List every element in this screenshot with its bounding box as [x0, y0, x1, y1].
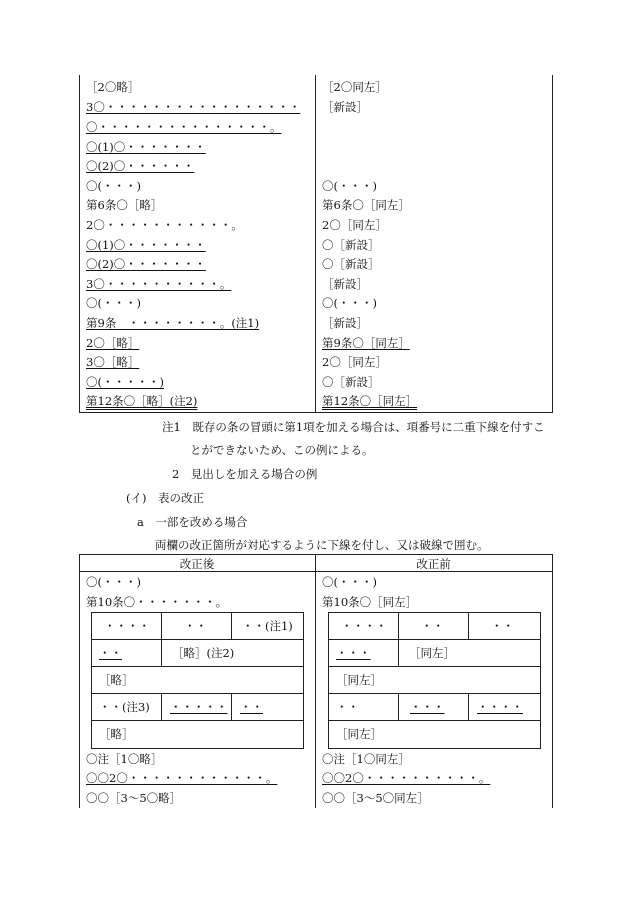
bottom-table-divider	[315, 554, 316, 808]
heading-example-2: 2 見出しを加える場合の例	[172, 467, 318, 481]
left-line-7: 第6条〇［略］	[86, 198, 163, 212]
left-line-15: 3〇［略］	[86, 355, 140, 369]
left-inner-r2-c2: ［略］(注2)	[172, 646, 235, 660]
left-inner-r2-c1: ・・	[99, 646, 122, 660]
instruction-paragraph: 両欄の改正箇所が対応するように下線を付し、又は破線で囲む。	[155, 538, 489, 552]
right-inner-rule-4	[328, 720, 540, 721]
right-inner-col-1	[398, 612, 399, 639]
right-line-7: 第6条〇［同左］	[322, 198, 410, 212]
bottom-table-border-top	[79, 554, 553, 555]
left-bottom-line-2: 第10条〇・・・・・・・。	[86, 595, 228, 609]
left-bottom-line-4: 〇〇2〇・・・・・・・・・・・・。	[86, 771, 278, 785]
right-inner-r1-c2: ・・	[421, 619, 444, 633]
right-inner-col-3	[398, 639, 399, 666]
left-line-10: 〇(2)〇・・・・・・・	[86, 257, 206, 271]
left-inner-rule-4	[91, 720, 303, 721]
left-inner-r4-c2: ・・・・・	[170, 700, 228, 714]
left-inner-rule-1	[91, 639, 303, 640]
left-inner-col-2	[231, 612, 232, 639]
left-inner-r5: ［略］	[99, 727, 134, 741]
left-bottom-line-3: 〇注［1〇略］	[86, 752, 163, 766]
left-line-12: 〇(・・・)	[86, 296, 141, 310]
right-bottom-line-1: 〇(・・・)	[322, 575, 377, 589]
heading-partial-amendment: a 一部を改める場合	[137, 515, 248, 529]
right-inner-rule-3	[328, 693, 540, 694]
top-table-divider	[315, 75, 316, 412]
note-1-line-1: 注1 既存の条の冒頭に第1項を加える場合は、項番号に二重下線を付すこ	[162, 420, 545, 434]
right-line-10: 〇［新設］	[322, 257, 380, 271]
right-inner-r1-c3: ・・	[491, 619, 514, 633]
left-line-11: 3〇・・・・・・・・・・。	[86, 277, 232, 291]
top-table-border-right	[552, 75, 553, 412]
right-line-11: ［新設］	[322, 277, 368, 291]
right-line-16: 〇［新設］	[322, 375, 380, 389]
left-line-13: 第9条 ・・・・・・・・。(注1)	[86, 316, 260, 330]
left-inner-r4-c1: ・・(注3)	[99, 700, 150, 714]
right-inner-r1-c1: ・・・・	[341, 619, 387, 633]
right-inner-r4-c1: ・・	[336, 700, 359, 714]
left-line-9: 〇(1)〇・・・・・・・	[86, 238, 206, 252]
right-inner-r4-c3: ・・・・	[477, 700, 523, 714]
right-inner-r4-c2: ・・・	[410, 700, 445, 714]
note-1-line-2: とができないため、この例による。	[190, 443, 374, 457]
left-inner-rule-3	[91, 693, 303, 694]
right-bottom-line-3: 〇注［1〇同左］	[322, 752, 410, 766]
left-inner-rule-2	[91, 666, 303, 667]
header-after-revision: 改正後	[179, 557, 215, 571]
right-bottom-line-2: 第10条〇［同左］	[322, 595, 418, 609]
left-line-1: ［2〇略］	[86, 80, 140, 94]
left-line-5: 〇(2)〇・・・・・・	[86, 159, 195, 173]
left-line-17: 第12条〇［略］(注2)	[86, 394, 198, 408]
left-line-16: 〇(・・・・・)	[86, 375, 164, 389]
left-inner-col-4	[161, 693, 162, 720]
right-bottom-line-5: 〇〇［3～5〇同左］	[322, 791, 429, 805]
right-line-14: 第9条〇［同左］	[322, 336, 410, 350]
right-line-6: 〇(・・・)	[322, 179, 377, 193]
left-inner-r1-c2: ・・	[184, 619, 207, 633]
right-line-1: ［2〇同左］	[322, 80, 387, 94]
right-line-13: ［新設］	[322, 316, 368, 330]
right-inner-rule-2	[328, 666, 540, 667]
bottom-table-border-right	[552, 554, 553, 808]
right-inner-r2-c1: ・・・	[336, 646, 371, 660]
right-line-17: 第12条〇［同左］	[322, 394, 418, 408]
left-inner-col-3	[161, 639, 162, 666]
right-line-12: 〇(・・・)	[322, 296, 377, 310]
left-line-3: 〇・・・・・・・・・・・・・・・。	[86, 120, 282, 134]
left-line-8: 2〇・・・・・・・・・・・。	[86, 218, 243, 232]
right-inner-r3: ［同左］	[336, 673, 382, 687]
heading-table-amendment: (イ) 表の改正	[126, 491, 204, 505]
left-inner-col-1	[161, 612, 162, 639]
left-line-14: 2〇［略］	[86, 336, 140, 350]
right-inner-rule-1	[328, 639, 540, 640]
right-inner-col-2	[468, 612, 469, 639]
left-inner-col-5	[231, 693, 232, 720]
left-inner-r1-c1: ・・・・	[104, 619, 150, 633]
right-line-15: 2〇［同左］	[322, 355, 387, 369]
right-inner-col-5	[468, 693, 469, 720]
right-line-8: 2〇［同左］	[322, 218, 387, 232]
left-bottom-line-5: 〇〇［3～5〇略］	[86, 791, 182, 805]
left-line-2: 3〇・・・・・・・・・・・・・・・・・	[86, 100, 301, 114]
left-inner-r4-c3: ・・	[240, 700, 263, 714]
right-inner-r5: ［同左］	[336, 727, 382, 741]
right-inner-r2-c2: ［同左］	[409, 646, 455, 660]
right-inner-col-4	[398, 693, 399, 720]
bottom-table-border-left	[79, 554, 80, 808]
left-line-4: 〇(1)〇・・・・・・・	[86, 140, 206, 154]
right-bottom-line-4: 〇〇2〇・・・・・・・・・・。	[322, 771, 491, 785]
left-bottom-line-1: 〇(・・・)	[86, 575, 141, 589]
right-line-9: 〇［新設］	[322, 238, 380, 252]
right-line-2: ［新設］	[322, 100, 368, 114]
top-table-border-left	[79, 75, 80, 412]
header-before-revision: 改正前	[416, 557, 451, 571]
left-line-6: 〇(・・・)	[86, 179, 141, 193]
left-inner-r3: ［略］	[99, 673, 134, 687]
top-table-border-bottom	[79, 412, 553, 413]
left-inner-r1-c3: ・・(注1)	[242, 619, 293, 633]
